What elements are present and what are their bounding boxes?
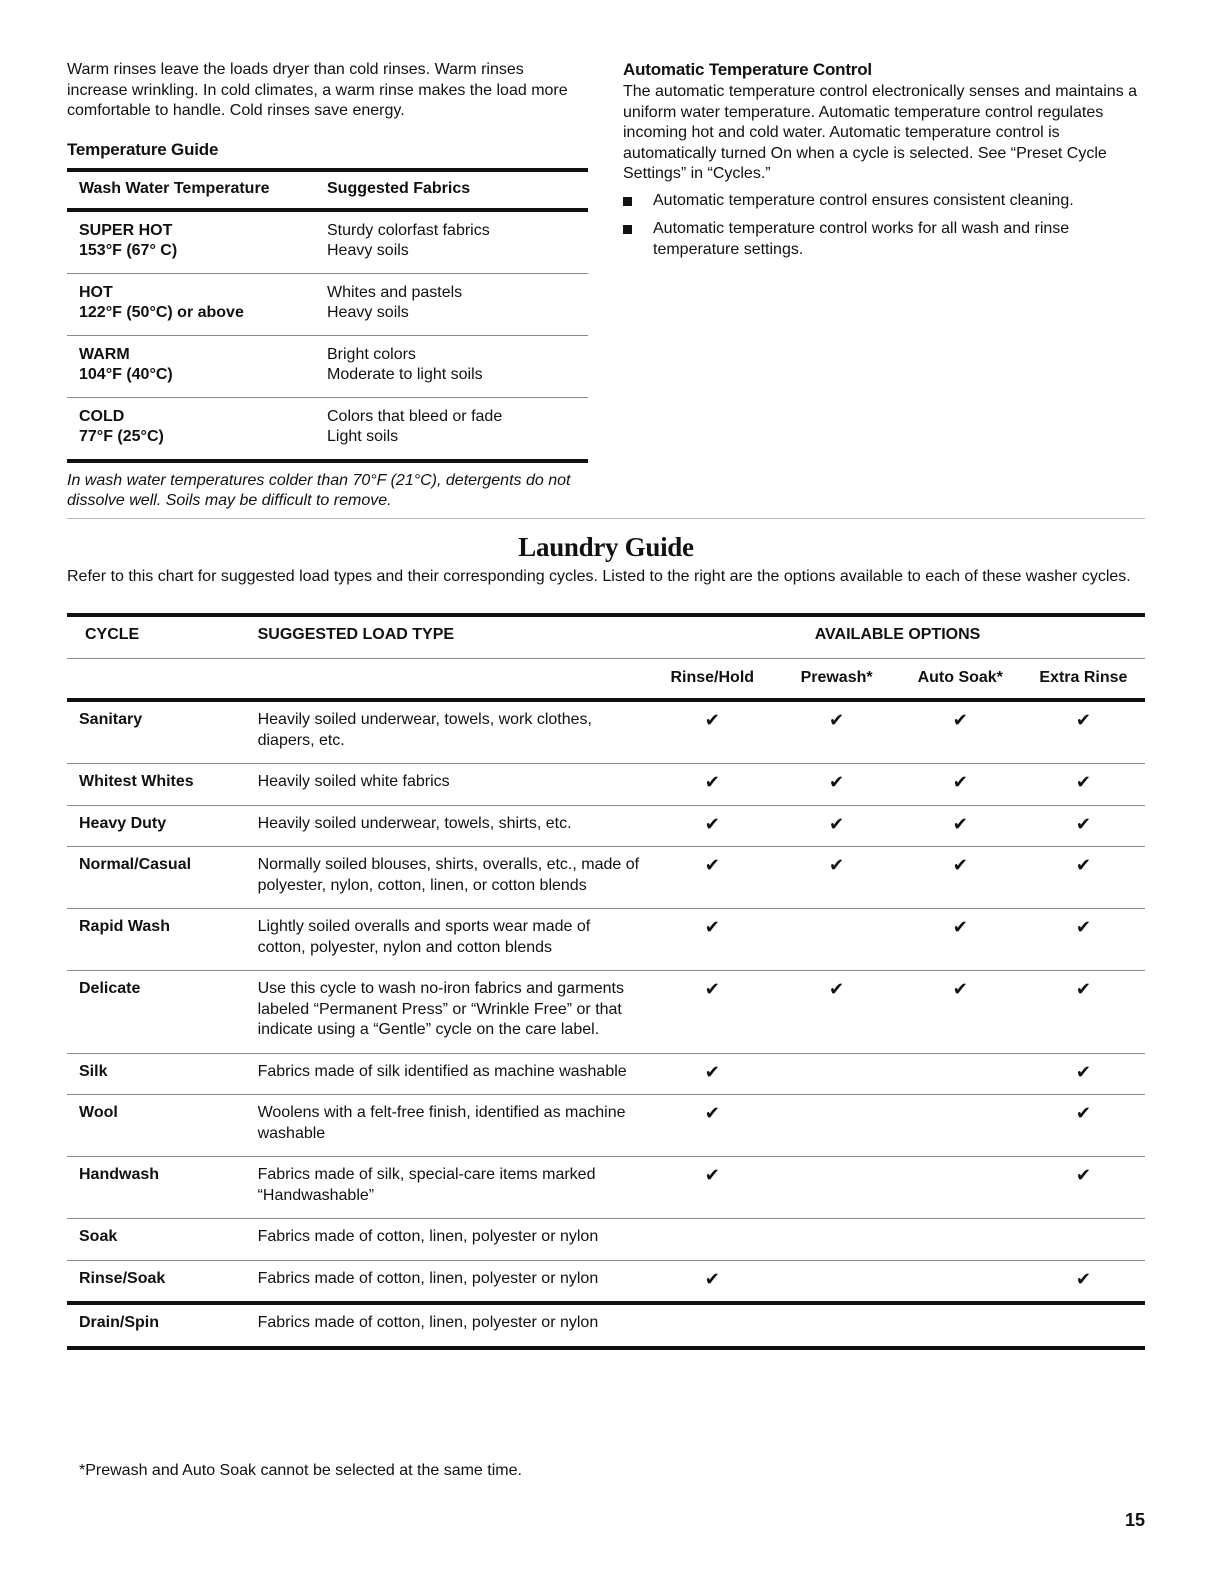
empty-option-cell	[899, 1260, 1022, 1303]
cycle-name: Normal/Casual	[79, 856, 192, 873]
left-column	[67, 60, 588, 512]
col-suggested-fabrics: Suggested Fabrics	[327, 179, 471, 197]
auto-temp-body: The automatic temperature control electronically senses and maintains a uniform water temperature. Automatic temperature control regulates incoming hot and cold water. Automatic temperature control is automatically turned On when a cycle is selected. See “Preset Cycle Settings” in “Cycles.”	[623, 83, 1138, 182]
section-divider	[67, 518, 1145, 519]
fabric-line: Colors that bleed or fade	[327, 407, 503, 425]
empty-cell	[67, 658, 258, 700]
table-row	[67, 1219, 1145, 1261]
temperature-row	[67, 273, 588, 335]
temp-value: 153°F (67° C)	[79, 242, 178, 259]
bullet-square-icon	[623, 197, 632, 206]
check-icon: ✔	[704, 1165, 720, 1185]
check-icon: ✔	[1075, 1165, 1091, 1185]
check-icon: ✔	[1075, 1061, 1091, 1082]
load-type: Fabrics made of silk identified as machine washable	[257, 1062, 627, 1080]
temperature-guide-table	[67, 168, 588, 463]
col-available-options: AVAILABLE OPTIONS	[814, 626, 981, 643]
empty-option-cell	[650, 1219, 775, 1261]
load-type: Fabrics made of cotton, linen, polyester or nylon	[257, 1228, 599, 1245]
check-icon: ✔	[704, 979, 720, 999]
laundry-guide-intro: Refer to this chart for suggested load types and their corresponding cycles. Listed to the right are the options available to each of these washer cycles.	[67, 568, 1131, 585]
col-wash-water-temperature: Wash Water Temperature	[79, 179, 270, 197]
laundry-guide-title: Laundry Guide	[518, 532, 694, 562]
table-row	[67, 847, 1145, 909]
empty-option-cell	[899, 1303, 1022, 1348]
temp-value: 122°F (50°C) or above	[79, 304, 244, 321]
load-type: Fabrics made of cotton, linen, polyester or nylon	[257, 1269, 599, 1287]
load-type: Fabrics made of silk, special-care items marked “Handwashable”	[257, 1166, 596, 1204]
load-type: Heavily soiled underwear, towels, work clothes, diapers, etc.	[257, 711, 592, 749]
table-row	[67, 1303, 1145, 1348]
empty-option-cell	[775, 1157, 899, 1219]
cycle-name: Wool	[79, 1104, 118, 1121]
cycle-name: Delicate	[79, 980, 141, 997]
cycle-name: Drain/Spin	[79, 1314, 160, 1331]
temperature-row	[67, 210, 588, 274]
fabric-line: Heavy soils	[327, 242, 409, 259]
empty-option-cell	[775, 1219, 899, 1261]
check-icon: ✔	[704, 710, 720, 730]
empty-option-cell	[899, 1095, 1022, 1157]
fabric-line: Bright colors	[327, 345, 416, 363]
option-rinse-hold-header: Rinse/Hold	[670, 668, 755, 686]
check-icon: ✔	[704, 813, 720, 834]
empty-option-cell	[899, 1157, 1022, 1219]
fabric-line: Light soils	[327, 428, 399, 445]
options-subheader	[67, 658, 1145, 700]
temperature-row	[67, 335, 588, 397]
temperature-note: In wash water temperatures colder than 70°F (21°C), detergents do not dissolve well. Soils may be difficult to remove.	[67, 471, 571, 509]
option-auto-soak-header: Auto Soak*	[917, 668, 1003, 686]
bullet-text: Automatic temperature control ensures consistent cleaning.	[653, 191, 1074, 209]
temp-name: WARM	[79, 345, 130, 363]
check-icon: ✔	[704, 772, 720, 792]
option-extra-rinse-header: Extra Rinse	[1039, 668, 1128, 686]
check-icon: ✔	[1075, 1103, 1091, 1123]
table-row	[67, 909, 1145, 971]
temperature-table-header	[67, 170, 588, 210]
check-icon: ✔	[952, 917, 968, 937]
col-suggested-load-type: SUGGESTED LOAD TYPE	[257, 626, 455, 643]
empty-option-cell	[775, 1260, 899, 1303]
table-row	[67, 971, 1145, 1054]
check-icon: ✔	[952, 855, 968, 875]
rinse-intro-paragraph: Warm rinses leave the loads dryer than cold rinses. Warm rinses increase wrinkling. In cold climates, a warm rinse makes the load more comfortable to handle. Cold rinses save energy.	[67, 61, 568, 119]
right-column	[623, 60, 1145, 268]
footnote: *Prewash and Auto Soak cannot be selected at the same time.	[79, 1462, 522, 1479]
table-row	[67, 1260, 1145, 1303]
cycle-name: Sanitary	[79, 711, 143, 728]
option-prewash-header: Prewash*	[800, 668, 873, 686]
fabric-line: Moderate to light soils	[327, 366, 483, 383]
check-icon: ✔	[829, 979, 845, 999]
cycle-name: Rapid Wash	[79, 918, 170, 935]
load-type: Normally soiled blouses, shirts, overalls, etc., made of polyester, nylon, cotton, linen, or cotton blends	[257, 856, 640, 894]
check-icon: ✔	[1075, 710, 1091, 730]
empty-option-cell	[899, 1219, 1022, 1261]
check-icon: ✔	[829, 772, 845, 792]
cycle-name: Whitest Whites	[79, 773, 194, 790]
temperature-guide-heading: Temperature Guide	[67, 139, 219, 159]
empty-option-cell	[1022, 1303, 1145, 1348]
bullet-text: Automatic temperature control works for all wash and rinse temperature settings.	[653, 220, 1070, 258]
bullet-item	[623, 191, 1145, 212]
check-icon: ✔	[1075, 855, 1091, 875]
auto-temp-heading: Automatic Temperature Control	[623, 60, 872, 79]
check-icon: ✔	[952, 979, 968, 999]
table-row	[67, 1095, 1145, 1157]
table-row	[67, 805, 1145, 847]
load-type: Use this cycle to wash no-iron fabrics and garments labeled “Permanent Press” or “Wrinkle Free” or that indicate using a “Gentle” cycle on the care label.	[257, 980, 624, 1038]
cycle-name: Heavy Duty	[79, 814, 167, 832]
temperature-row	[67, 397, 588, 461]
check-icon: ✔	[952, 813, 968, 834]
empty-cell	[258, 658, 650, 700]
manual-page	[67, 60, 1145, 1550]
page-number: 15	[1124, 1510, 1145, 1530]
laundry-guide-table	[67, 613, 1145, 1350]
check-icon: ✔	[704, 1103, 720, 1123]
load-type: Lightly soiled overalls and sports wear made of cotton, polyester, nylon and cotton blends	[257, 918, 591, 956]
cycle-name: Handwash	[79, 1166, 160, 1183]
load-type: Heavily soiled white fabrics	[257, 773, 450, 790]
check-icon: ✔	[1075, 1268, 1091, 1289]
temp-name: HOT	[79, 283, 113, 301]
check-icon: ✔	[1075, 979, 1091, 999]
table-row	[67, 1053, 1145, 1095]
laundry-guide-table-wrap	[67, 613, 1145, 1350]
empty-option-cell	[899, 1053, 1022, 1095]
laundry-rows	[67, 700, 1145, 1348]
cycle-name: Rinse/Soak	[79, 1269, 166, 1287]
empty-option-cell	[775, 909, 899, 971]
check-icon: ✔	[704, 855, 720, 875]
fabric-line: Whites and pastels	[327, 283, 463, 301]
table-row	[67, 764, 1145, 806]
bullet-item	[623, 219, 1145, 260]
fabric-line: Heavy soils	[327, 304, 409, 321]
table-row	[67, 700, 1145, 764]
temp-name: COLD	[79, 407, 125, 425]
check-icon: ✔	[829, 710, 845, 730]
cycle-name: Silk	[79, 1062, 108, 1080]
load-type: Woolens with a felt-free finish, identified as machine washable	[257, 1104, 626, 1142]
check-icon: ✔	[704, 1061, 720, 1082]
bullet-square-icon	[623, 225, 632, 234]
check-icon: ✔	[952, 772, 968, 792]
table-row	[67, 1157, 1145, 1219]
check-icon: ✔	[952, 710, 968, 730]
cycle-name: Soak	[79, 1228, 118, 1245]
load-type: Fabrics made of cotton, linen, polyester or nylon	[257, 1314, 599, 1331]
auto-temp-bullets	[623, 191, 1145, 261]
load-type: Heavily soiled underwear, towels, shirts, etc.	[257, 814, 572, 832]
check-icon: ✔	[829, 813, 845, 834]
col-cycle: CYCLE	[85, 626, 140, 643]
check-icon: ✔	[829, 855, 845, 875]
check-icon: ✔	[1075, 813, 1091, 834]
check-icon: ✔	[1075, 917, 1091, 937]
temp-value: 77°F (25°C)	[79, 428, 164, 445]
empty-option-cell	[775, 1303, 899, 1348]
temp-name: SUPER HOT	[79, 221, 173, 239]
empty-option-cell	[650, 1303, 775, 1348]
check-icon: ✔	[1075, 772, 1091, 792]
check-icon: ✔	[704, 1268, 720, 1289]
empty-option-cell	[1022, 1219, 1145, 1261]
laundry-table-header	[67, 615, 1145, 658]
empty-option-cell	[775, 1053, 899, 1095]
check-icon: ✔	[704, 917, 720, 937]
empty-option-cell	[775, 1095, 899, 1157]
temp-value: 104°F (40°C)	[79, 366, 173, 383]
fabric-line: Sturdy colorfast fabrics	[327, 221, 490, 239]
